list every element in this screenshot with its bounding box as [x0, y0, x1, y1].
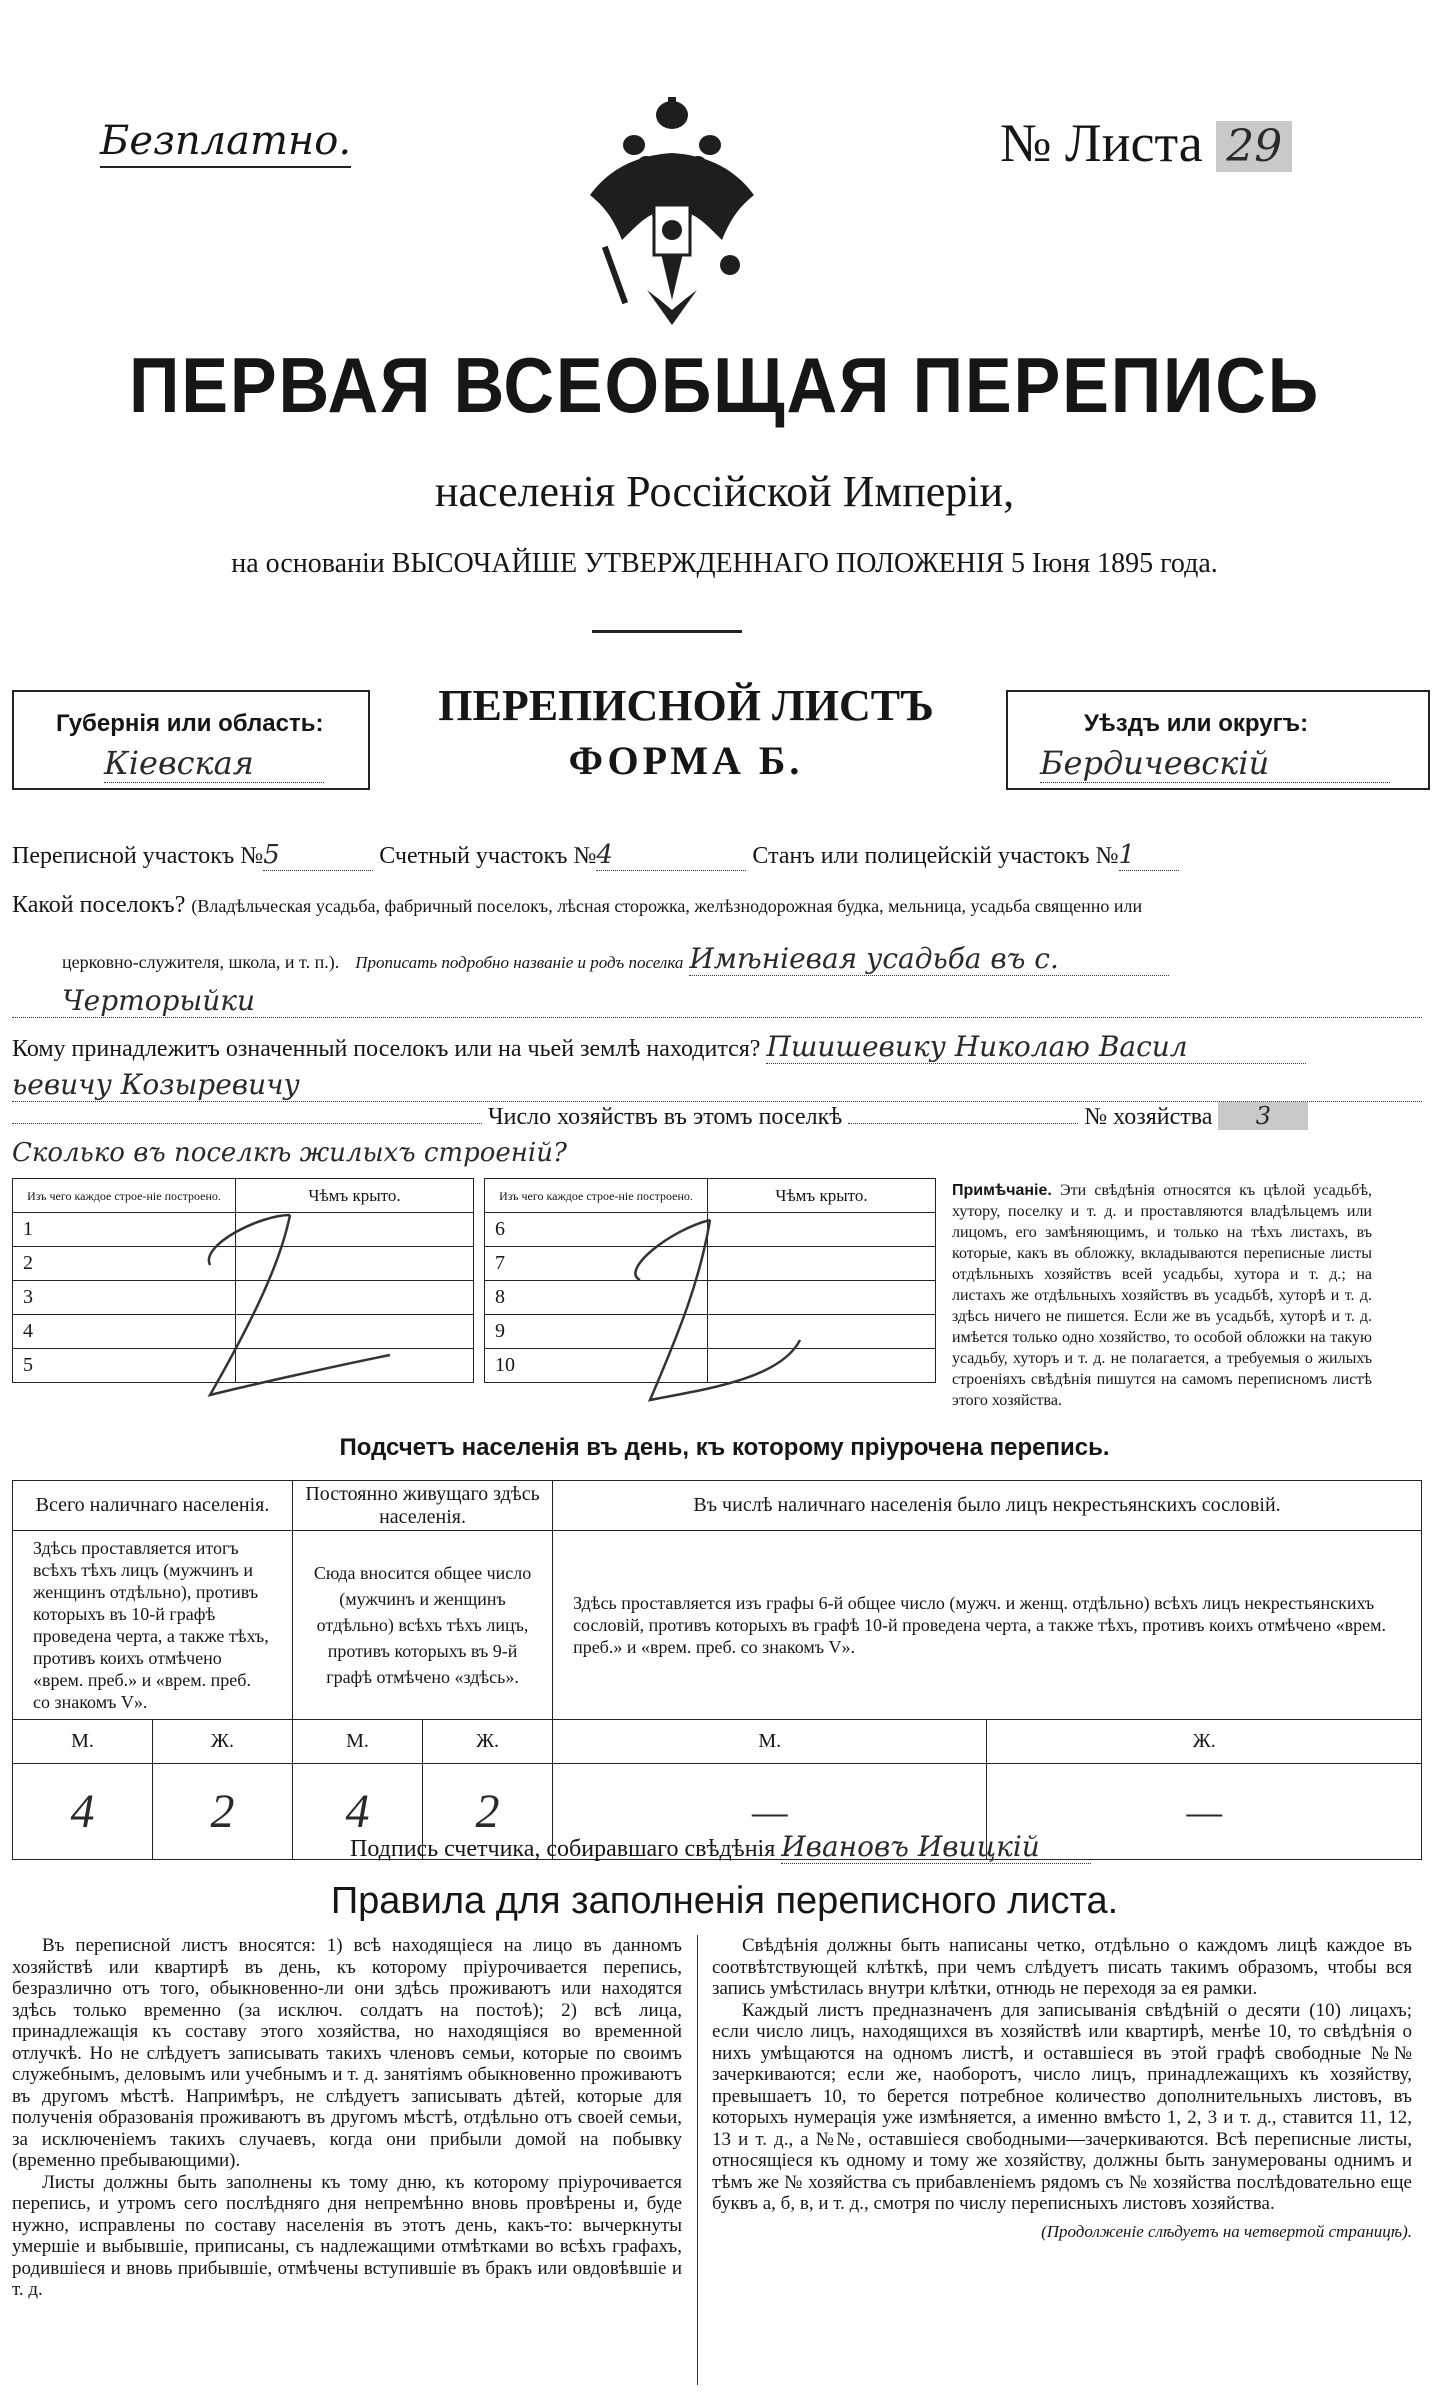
counting-district-value: 4: [596, 840, 746, 871]
total-female-value: 2: [153, 1764, 293, 1860]
row-number: 7: [485, 1247, 708, 1281]
settlement-instruction: Прописать подробно названіе и родъ поселка: [355, 953, 684, 972]
m-label: М.: [13, 1720, 153, 1764]
stan-label: Станъ или полицейскій участокъ №: [752, 843, 1119, 869]
permanent-female-value: 2: [423, 1764, 553, 1860]
col-material-header: Изъ чего каждое строе-ніе построено.: [13, 1179, 236, 1213]
gubernia-label: Губернія или область:: [56, 710, 324, 737]
uezd-value: Бердичевскій: [1040, 744, 1390, 783]
row-number: 1: [13, 1213, 236, 1247]
f-label: Ж.: [153, 1720, 293, 1764]
f-label: Ж.: [987, 1720, 1422, 1764]
sheet-number: [1000, 112, 1292, 174]
total-male-value: 4: [13, 1764, 153, 1860]
districts-line: [12, 840, 1179, 871]
rules-right-paragraph: Каждый листъ предназначенъ для записыванія свѣдѣній о десяти (10) лицахъ; если число лицъ, находящихся въ хозяйствѣ или квартирѣ, менѣе 10, то свѣдѣнія о нихъ умѣщаются на одномъ листѣ, и оставшіеся въ этой графѣ свободные №№ зачеркиваются; если же, наоборотъ, число лицъ, принадлежащихъ къ хозяйству, превышаетъ 10, то берется потребное количество дополнительныхъ листовъ, въ которыхъ нумерація уже измѣняется, а именно вмѣсто 1, 2, 3 и т. д., ставится 11, 12, 13 и т. д., а №№, оставшіеся свободными—зачеркиваются. Всѣ переписные листы, относящіеся къ одному и тому же хозяйству, должны быть занумерованы однимъ и тѣмъ же № хозяйства съ прибавленіемъ рядомъ съ № хозяйства послѣдовательно еще буквъ а, б, в, и т. д., смотря по числу переписныхъ листовъ хозяйства.: [712, 1999, 1412, 2214]
continuation-note: (Продолженіе слѣдуетъ на четвертой страницѣ).: [1041, 2221, 1412, 2241]
household-no-label: № хозяйства: [1084, 1104, 1213, 1130]
nonpeasant-female-value: —: [987, 1764, 1422, 1860]
households-line: [12, 1102, 1432, 1131]
column-divider: [697, 1935, 698, 2385]
gubernia-box: [12, 690, 370, 790]
free-label: Безплатно.: [100, 118, 351, 164]
census-district-label: Переписной участокъ №: [12, 843, 264, 869]
settlement-value2: Черторыйки: [12, 984, 1422, 1018]
uezd-box: [1006, 690, 1430, 790]
settlement-line: [12, 892, 1142, 919]
households-label: Число хозяйствъ въ этомъ поселкѣ: [488, 1104, 843, 1130]
f-label: Ж.: [423, 1720, 553, 1764]
rules-title: Правила для заполненія переписного листа.: [330, 1880, 1119, 1922]
signature-value: Ивановъ Ивицкій: [781, 1830, 1091, 1864]
form-title-line2: ФОРМА Б.: [568, 738, 804, 783]
household-no-value: 3: [1218, 1102, 1308, 1130]
owner-line2: [12, 1068, 1432, 1102]
stan-value: 1: [1119, 840, 1179, 871]
rules-left-column: [12, 1935, 682, 2301]
settlement-line2: [62, 942, 1169, 976]
row-number: 6: [485, 1213, 708, 1247]
row-number: 3: [13, 1281, 236, 1315]
nonpeasant-male-value: —: [553, 1764, 987, 1860]
rules-left-paragraph: Въ переписной листъ вносятся: 1) всѣ находящіеся на лицо въ данномъ хозяйствѣ или квартирѣ въ день, къ которому пріурочивается перепись, безразлично отъ того, обыкновенно-ли они здѣсь проживаютъ или находятся здѣсь только временно (за исключ. солдатъ на постоѣ); 2) всѣ лица, принадлежащія къ составу этого хозяйства, но находящіяся во временной отлучкѣ. Но не слѣдуетъ записывать такихъ членовъ семьи, которые по своимъ служебнымъ, деловымъ или учебнымъ и т. д. занятіямъ обыкновенно проживаютъ въ другомъ мѣстѣ. Напримѣръ, не слѣдуетъ записывать дѣтей, которые для полученія образованія проживаютъ въ другомъ мѣстѣ, отдѣльно отъ своей семьи, за исключеніемъ такихъ случаевъ, когда они прибыли домой на побывку (временно пребывающими).: [12, 1935, 682, 2171]
signature-label: Подпись счетчика, собиравшаго свѣдѣнія: [350, 1836, 776, 1862]
rules-right-column: [712, 1935, 1412, 2242]
counting-district-label: Счетный участокъ №: [379, 843, 597, 869]
owner-label: Кому принадлежитъ означенный поселокъ или на чьей землѣ находится?: [12, 1036, 761, 1062]
row-number: 2: [13, 1247, 236, 1281]
owner-value1: Пшишевику Николаю Васил: [766, 1030, 1306, 1064]
settlement-line3: [12, 984, 1432, 1018]
total-description: Здѣсь проставляется итогъ всѣхъ тѣхъ лицъ (мужчинъ и женщинъ отдѣльно), противъ которыхъ въ 10-й графѣ проведена черта, а также тѣхъ, противъ коихъ отмѣчено «врем. преб.» и «врем. преб. со знакомъ V».: [13, 1531, 293, 1720]
form-title: [366, 676, 1006, 796]
settlement-value1: Имѣніевая усадьба въ с.: [689, 942, 1169, 976]
buildings-question: Сколько въ поселкѣ жилыхъ строеній?: [12, 1138, 567, 1168]
population-title: Подсчетъ населенія въ день, къ которому пріурочена перепись.: [339, 1434, 1110, 1461]
legal-basis: на основаніи ВЫСОЧАЙШЕ УТВЕРЖДЕННАГО ПОЛОЖЕНІЯ 5 Іюня 1895 года.: [231, 548, 1218, 579]
row-number: 4: [13, 1315, 236, 1349]
rules-right-paragraph: Свѣдѣнія должны быть написаны четко, отдѣльно о каждомъ лицѣ каждое въ соотвѣтствующей клѣткѣ, при чемъ слѣдуетъ писать такимъ образомъ, чтобы вся запись умѣстилась внутри клѣтки, отнюдь не переходя за ея рамки.: [712, 1935, 1412, 1999]
note-text: Эти свѣдѣнія относятся къ цѣлой усадьбѣ, хутору, поселку и т. д. и проставляются владѣльцемъ или лицомъ, его замѣняющимъ, и только на тѣхъ листахъ, въ которые, какъ въ обложку, вкладываются переписные листы отдѣльныхъ хозяйствъ всей усадьбы, хутора и т. д.; на листахъ же отдѣльныхъ хозяйствъ въ усадьбѣ, хуторѣ и т. д. здѣсь ничего не пишется. Если же въ усадьбѣ, хуторѣ и т. д. имѣется только одно хозяйство, то особой обложки на такую усадьбу, хуторъ и т. д. не полагается, а требуемыя о жилыхъ строеніяхъ свѣдѣнія пишутся на самомъ переписномъ листѣ этого хозяйства.: [952, 1182, 1373, 1409]
total-header: Всего наличнаго населенія.: [13, 1481, 293, 1531]
col-roof-header: Чѣмъ крыто.: [708, 1179, 936, 1213]
row-number: 5: [13, 1349, 236, 1383]
permanent-description: Сюда вносится общее число (мужчинъ и женщинъ отдѣльно) всѣхъ тѣхъ лицъ, противъ которыхъ въ 9-й графѣ отмѣчено «здѣсь».: [293, 1531, 553, 1720]
uezd-label: Уѣздъ или округъ:: [1084, 710, 1309, 737]
row-number: 8: [485, 1281, 708, 1315]
col-roof-header: Чѣмъ крыто.: [236, 1179, 474, 1213]
census-district-value: 5: [263, 840, 373, 871]
permanent-male-value: 4: [293, 1764, 423, 1860]
m-label: М.: [553, 1720, 987, 1764]
settlement-label: Какой поселокъ?: [12, 892, 186, 918]
gubernia-value: Кіевская: [104, 744, 324, 783]
emblem: [582, 95, 762, 335]
m-label: М.: [293, 1720, 423, 1764]
owner-value2: ьевичу Козыревичу: [12, 1068, 1422, 1102]
col-material-header: Изъ чего каждое строе-ніе построено.: [485, 1179, 708, 1213]
nonpeasant-header: Въ числѣ наличнаго населенія было лицъ некрестьянскихъ сословій.: [553, 1481, 1422, 1531]
note: [952, 1180, 1372, 1411]
population-table: [12, 1480, 1422, 1860]
permanent-header: Постоянно живущаго здѣсь населенія.: [293, 1481, 553, 1531]
signature-line: [350, 1830, 1091, 1864]
document-title: ПЕРВАЯ ВСЕОБЩАЯ ПЕРЕПИСЬ: [129, 341, 1320, 429]
dash-mark-right: [560, 1210, 820, 1410]
note-label: Примѣчаніе.: [952, 1182, 1052, 1199]
settlement-hint1: (Владѣльческая усадьба, фабричный поселокъ, лѣсная сторожка, желѣзнодорожная будка, мельница, усадьба священно или: [191, 896, 1143, 916]
settlement-hint2: церковно-служителя, школа, и т. п.).: [62, 952, 340, 972]
sheet-number-label: № Листа: [1000, 113, 1203, 173]
rules-left-paragraph: Листы должны быть заполнены къ тому дню, къ которому пріурочивается перепись, и утромъ сего послѣдняго дня непремѣнно вновь провѣрены и, буде нужно, исправлены по составу населенія въ этотъ день, какъ-то: вычеркнуты умершіе и выбывшіе, приписаны, съ надлежащими отмѣтками во всѣхъ графахъ, родившіеся и вновь прибывшіе, отмѣчены вступившіе въ бракъ или овдовѣвшіе и т. д.: [12, 2171, 682, 2300]
sheet-number-value: 29: [1216, 121, 1292, 172]
form-title-line1: ПЕРЕПИСНОЙ ЛИСТЪ: [438, 681, 934, 730]
nonpeasant-description: Здѣсь проставляется изъ графы 6-й общее число (мужч. и женщ. отдѣльно) всѣхъ лицъ некрестьянскихъ сословій, противъ которыхъ въ графѣ 10-й проведена черта, а также тѣхъ, противъ коихъ отмѣчено «врем. преб.» и «врем. преб. со знакомъ V».: [553, 1531, 1422, 1720]
owner-line: [12, 1030, 1306, 1064]
row-number: 9: [485, 1315, 708, 1349]
dash-mark-left: [140, 1205, 400, 1405]
row-number: 10: [485, 1349, 708, 1383]
document-subtitle: населенія Россійской Имперіи,: [434, 467, 1015, 516]
double-headed-eagle-icon: [582, 95, 762, 335]
divider: [592, 630, 742, 633]
